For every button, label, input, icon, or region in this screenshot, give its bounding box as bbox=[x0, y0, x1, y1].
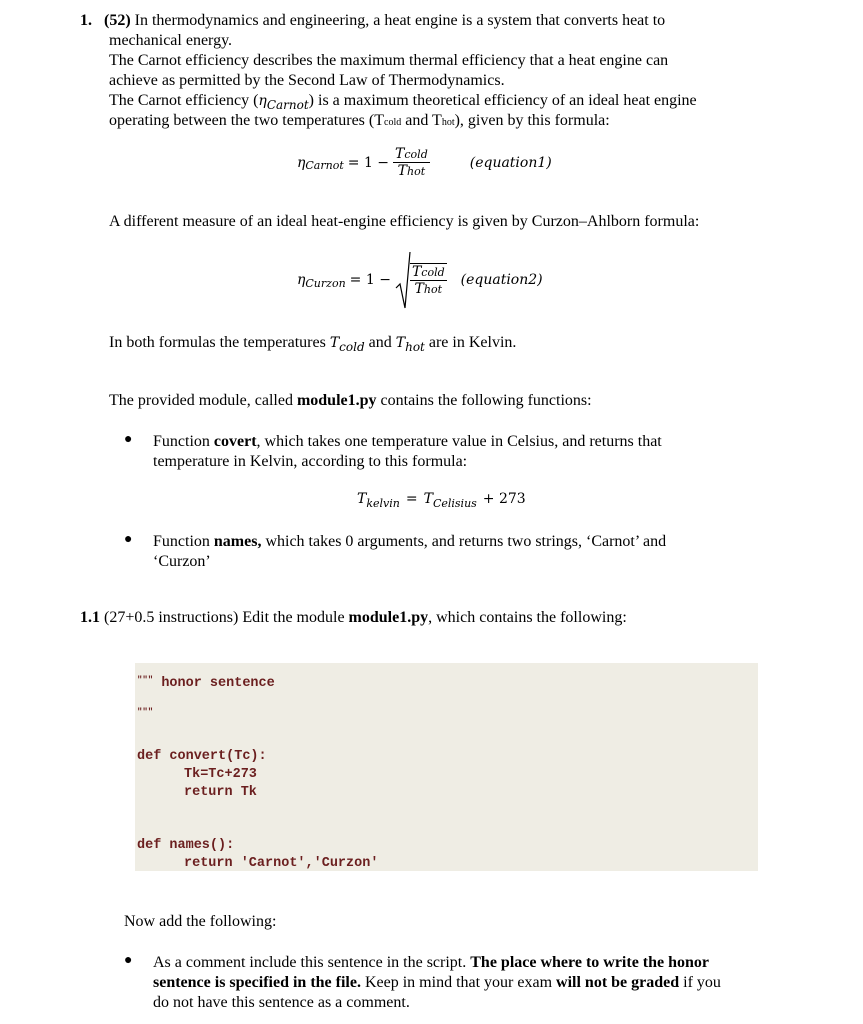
code-line-docstring-open: """ honor sentence bbox=[137, 675, 275, 691]
sqrt-radical-icon bbox=[395, 250, 411, 310]
paragraph-add-following: Now add the following: bbox=[124, 913, 277, 930]
q1-intro-line-2: mechanical energy. bbox=[109, 32, 233, 49]
q1-intro-line-1: 1. (52) In thermodynamics and engineering, a heat engine is a system that converts heat to bbox=[80, 12, 666, 29]
bullet-covert-line-2: temperature in Kelvin, according to this formula: bbox=[153, 453, 468, 470]
bullet-names-line-1: Function names, which takes 0 arguments, and returns two strings, ‘Carnot’ and bbox=[153, 533, 667, 550]
code-line-return-tk: return Tk bbox=[184, 785, 257, 800]
code-line-return-names: return 'Carnot','Curzon' bbox=[184, 856, 379, 871]
equation-1-label: (equation1) bbox=[469, 154, 552, 171]
bullet-honor-line-3: do not have this sentence as a comment. bbox=[153, 994, 410, 1011]
bullet-icon: ● bbox=[124, 432, 133, 447]
equation-1: η Carnot = 1 − $\frac{\text{Tcold}}{\text{Thot}}$ (equation1) bbox=[297, 146, 552, 179]
bullet-icon: ● bbox=[124, 532, 133, 547]
q1-intro-line-6: operating between the two temperatures (Tcold and Thot), given by this formula: bbox=[109, 112, 610, 129]
equation-2: η Curzon = 1 − $\frac{\text{Tcold}}{\text{Thot}}$ (equation2) bbox=[297, 250, 543, 310]
paragraph-kelvin: In both formulas the temperatures $T_{cold}$ and $T_{hot}$ are in Kelvin. bbox=[109, 334, 517, 354]
code-line-docstring-close: """ bbox=[137, 707, 154, 717]
q1-intro-line-3: The Carnot efficiency describes the maximum thermal efficiency that a heat engine can bbox=[109, 52, 669, 69]
bullet-honor-line-2: sentence is specified in the file. Keep in mind that your exam will not be graded if you bbox=[153, 974, 721, 991]
bullet-honor-line-1: As a comment include this sentence in the script. The place where to write the honor bbox=[153, 954, 710, 971]
paragraph-module: The provided module, called module1.py contains the following functions: bbox=[109, 392, 592, 409]
bullet-covert-line-1: Function covert, which takes one temperature value in Celsius, and returns that bbox=[153, 433, 662, 450]
question-1-1: 1.1 (27+0.5 instructions) Edit the module module1.py, which contains the following: bbox=[80, 609, 627, 626]
equation-2-label: (equation2) bbox=[460, 272, 543, 288]
q1-intro-line-5: The Carnot efficiency $(\eta_{Carnot})$ is a maximum theoretical efficiency of an ideal heat engine bbox=[109, 92, 697, 112]
q1-intro-line-4: achieve as permitted by the Second Law of Thermodynamics. bbox=[109, 72, 505, 89]
code-line-def-names: def names(): bbox=[137, 838, 235, 853]
code-line-tk-assign: Tk=Tc+273 bbox=[184, 767, 257, 782]
paragraph-curzon: A different measure of an ideal heat-engine efficiency is given by Curzon–Ahlborn formula: bbox=[109, 213, 700, 230]
bullet-icon: ● bbox=[124, 953, 133, 968]
code-line-def-convert: def convert(Tc): bbox=[137, 749, 267, 764]
equation-kelvin: T kelvin = T Celisius + 273 bbox=[357, 491, 526, 510]
bullet-names-line-2: ‘Curzon’ bbox=[153, 553, 211, 570]
